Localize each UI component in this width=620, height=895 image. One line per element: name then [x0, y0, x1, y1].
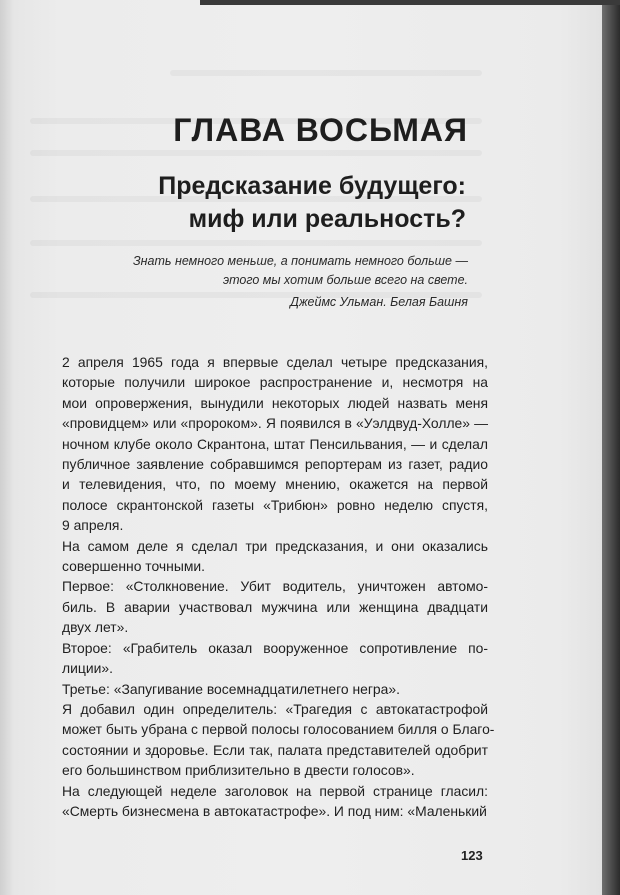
body-line: «Смерть бизнесмена в автокатастрофе». И под ним: «Маленький [62, 802, 487, 819]
body-text [62, 352, 495, 821]
body-line: совершенно точными. [62, 558, 205, 575]
body-line: Второе: «Грабитель оказал вооруженное сопротивление по- [62, 639, 488, 656]
body-line: состоянии и здоровье. Если так, палата представителей одобрит [62, 741, 488, 758]
body-line: полосе скрантонской газеты «Трибюн» ровно неделю спустя, [62, 496, 488, 513]
body-paragraph [62, 699, 495, 781]
scanner-edge [200, 0, 620, 5]
body-line: биль. В аварии участвовал мужчина или женщина двадцати [62, 598, 488, 615]
body-paragraph [62, 576, 488, 637]
epigraph [133, 252, 468, 312]
body-paragraph [62, 536, 488, 577]
body-line: 9 апреля. [62, 517, 124, 534]
body-line: двух лет». [62, 619, 129, 636]
body-line: 2 апреля 1965 года я впервые сделал четыре предсказания, [62, 354, 488, 370]
body-line: лиции». [62, 660, 113, 677]
bleed-through-shadow [170, 70, 482, 76]
body-line: На самом деле я сделал три предсказания, и они оказались [62, 537, 488, 554]
body-paragraph [62, 352, 488, 536]
chapter-title: ГЛАВА ВОСЬМАЯ [173, 112, 468, 148]
body-line: ночном клубе около Скрантона, штат Пенсильвания, — и сделал [62, 435, 488, 452]
chapter-subtitle-line: Предсказание будущего: [158, 172, 466, 200]
body-line: может быть убрана с первой полосы голосованием билля о Благо- [62, 721, 495, 738]
body-line: На следующей неделе заголовок на первой странице гласил: [62, 782, 488, 799]
page-number: 123 [461, 848, 483, 863]
body-line: публичное заявление собравшимся репортерам из газет, радио [62, 456, 488, 473]
body-line: его большинством приблизительно в двести голосов». [62, 762, 415, 779]
body-line: «провидцем» или «пророком». Я появился в «Уэлдвуд-Холле» — [62, 415, 488, 432]
body-line: которые получили широкое распространение и, несмотря на [62, 374, 488, 391]
page-edge-shadow [602, 0, 620, 895]
bleed-through-shadow [30, 150, 482, 156]
body-paragraph [62, 679, 488, 699]
chapter-subtitle-line: миф или реальность? [188, 205, 466, 233]
body-line: и телевидения, что, по моему мнению, окажется на первой [62, 476, 488, 493]
bleed-through-shadow [30, 240, 482, 246]
body-line: Я добавил один определитель: «Трагедия с автокатастрофой [62, 700, 488, 717]
body-line: Третье: «Запугивание восемнадцатилетнего негра». [62, 680, 400, 697]
epigraph-line: этого мы хотим больше всего на свете. [222, 273, 468, 287]
body-paragraph [62, 638, 488, 679]
epigraph-line: Знать немного меньше, а понимать немного больше — [133, 254, 468, 268]
body-line: мои опровержения, вынудили некоторых людей назвать меня [62, 394, 488, 411]
chapter-subtitle [158, 170, 466, 236]
body-line: Первое: «Столкновение. Убит водитель, уничтожен автомо- [62, 578, 488, 595]
body-paragraph [62, 781, 488, 822]
epigraph-attribution: Джеймс Ульман. Белая Башня [290, 295, 468, 309]
